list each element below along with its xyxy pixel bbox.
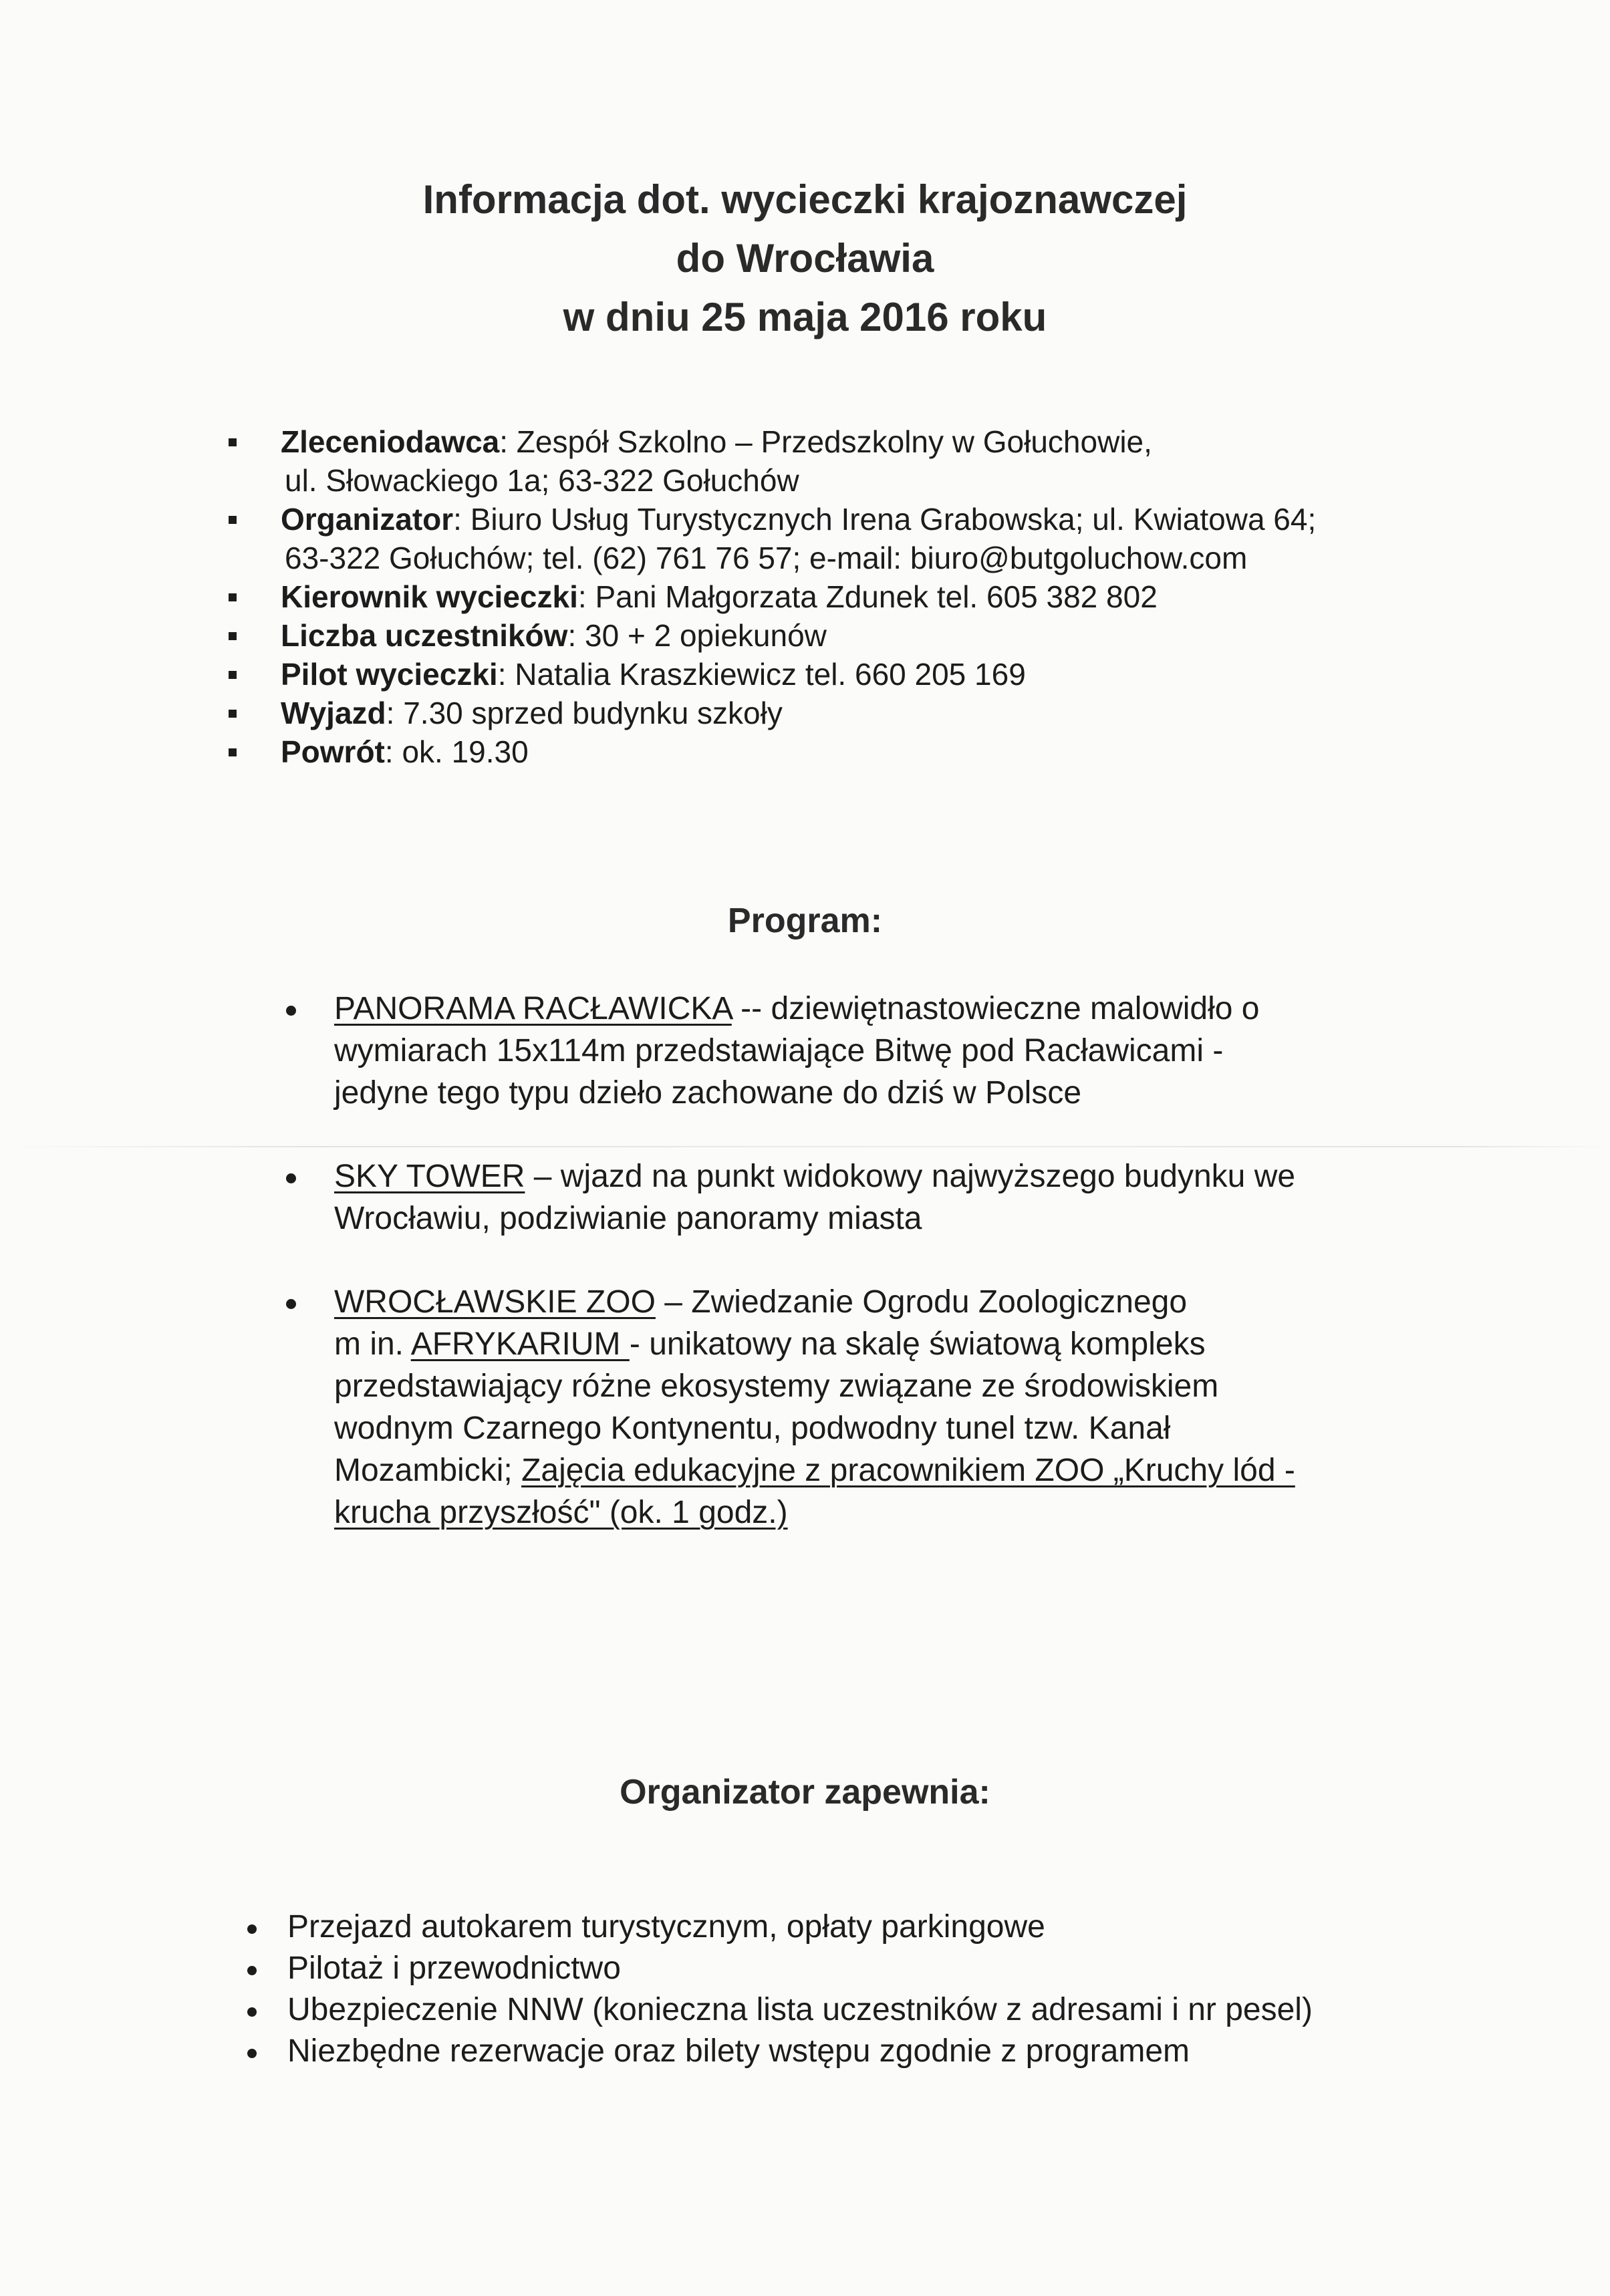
program-item-name: SKY TOWER bbox=[334, 1159, 525, 1194]
provides-item bbox=[241, 2031, 1510, 2072]
info-value: 30 + 2 opiekunów bbox=[585, 618, 827, 653]
program-line bbox=[334, 1323, 1457, 1365]
info-label: Wyjazd bbox=[281, 696, 386, 730]
program-line: jedyne tego typu dzieło zachowane do dziś w Polsce bbox=[334, 1075, 1082, 1111]
program-line: wymiarach 15x114m przedstawiające Bitwę pod Racławicami - bbox=[334, 1033, 1224, 1068]
title-line-2: do Wrocławia bbox=[676, 236, 934, 281]
info-value-line-2: ul. Słowackiego 1a; 63-322 Gołuchów bbox=[285, 463, 799, 498]
program-item-name: PANORAMA RACŁAWICKA bbox=[334, 991, 732, 1026]
program-line: przedstawiający różne ekosystemy związane ze środowiskiem bbox=[334, 1369, 1219, 1404]
info-item-guide bbox=[221, 655, 1490, 694]
provides-item-text: Ubezpieczenie NNW (konieczna lista uczestników z adresami i nr pesel) bbox=[287, 1992, 1313, 2027]
program-text: Mozambicki; bbox=[334, 1453, 522, 1488]
info-item-departure bbox=[221, 694, 1490, 732]
program-line: Wrocławiu, podziwianie panoramy miasta bbox=[334, 1201, 922, 1236]
info-label: Kierownik wycieczki bbox=[281, 579, 578, 614]
trip-info-list bbox=[221, 422, 1490, 771]
square-bullet-icon bbox=[229, 671, 237, 679]
info-value: Zespół Szkolno – Przedszkolny w Gołuchowie, bbox=[516, 424, 1152, 459]
info-separator: : bbox=[497, 657, 515, 692]
program-line bbox=[334, 1281, 1457, 1323]
square-bullet-icon bbox=[229, 710, 237, 718]
info-item-participants bbox=[221, 616, 1490, 655]
program-item-panorama bbox=[281, 988, 1457, 1114]
round-bullet-icon bbox=[247, 2049, 257, 2058]
provides-heading: Organizator zapewnia: bbox=[620, 1773, 990, 1812]
program-item-desc: – Zwiedzanie Ogrodu Zoologicznego bbox=[655, 1284, 1188, 1320]
program-line bbox=[334, 1449, 1457, 1491]
info-item-organizer bbox=[221, 500, 1490, 577]
info-separator: : bbox=[453, 502, 471, 537]
info-value: ok. 19.30 bbox=[402, 734, 529, 769]
info-separator: : bbox=[499, 424, 517, 459]
info-separator: : bbox=[384, 734, 402, 769]
info-separator: : bbox=[567, 618, 585, 653]
info-label: Pilot wycieczki bbox=[281, 657, 498, 692]
square-bullet-icon bbox=[229, 593, 237, 601]
square-bullet-icon bbox=[229, 438, 237, 446]
info-label: Zleceniodawca bbox=[281, 424, 500, 459]
provides-item-text: Pilotaż i przewodnictwo bbox=[287, 1951, 621, 1986]
title-line-3: w dniu 25 maja 2016 roku bbox=[563, 295, 1047, 339]
provides-item bbox=[241, 1989, 1510, 2031]
info-item-return bbox=[221, 732, 1490, 771]
round-bullet-icon bbox=[286, 1173, 296, 1183]
title-line-1: Informacja dot. wycieczki krajoznawczej bbox=[422, 177, 1188, 222]
document-title bbox=[0, 170, 1610, 347]
info-label: Powrót bbox=[281, 734, 385, 769]
program-item-desc: – wjazd na punkt widokowy najwyższego budynku we bbox=[525, 1159, 1296, 1194]
afrykarium-name: AFRYKARIUM bbox=[410, 1326, 630, 1362]
info-separator: : bbox=[577, 579, 595, 614]
info-item-client bbox=[221, 422, 1490, 500]
program-text: m in. bbox=[334, 1326, 411, 1362]
info-value: Natalia Kraszkiewicz tel. 660 205 169 bbox=[515, 657, 1026, 692]
round-bullet-icon bbox=[286, 1299, 296, 1309]
program-line bbox=[334, 988, 1457, 1030]
round-bullet-icon bbox=[247, 1966, 257, 1975]
program-item-zoo bbox=[281, 1281, 1457, 1534]
program-line: wodnym Czarnego Kontynentu, podwodny tunel tzw. Kanał bbox=[334, 1411, 1171, 1446]
provides-item bbox=[241, 1906, 1510, 1948]
info-label: Organizator bbox=[281, 502, 454, 537]
info-item-leader bbox=[221, 577, 1490, 616]
workshop-text: krucha przyszłość" (ok. 1 godz.) bbox=[334, 1495, 788, 1530]
square-bullet-icon bbox=[229, 748, 237, 756]
info-value: 7.30 sprzed budynku szkoły bbox=[403, 696, 783, 730]
round-bullet-icon bbox=[286, 1006, 296, 1016]
program-item-sky-tower bbox=[281, 1155, 1457, 1240]
program-item-desc: -- dziewiętnastowieczne malowidło o bbox=[731, 991, 1260, 1026]
info-value-line-2: 63-322 Gołuchów; tel. (62) 761 76 57; e-mail: biuro@butgoluchow.com bbox=[285, 541, 1248, 575]
provides-list bbox=[241, 1906, 1510, 2072]
square-bullet-icon bbox=[229, 632, 237, 640]
program-line bbox=[334, 1155, 1457, 1197]
program-heading: Program: bbox=[727, 901, 883, 940]
provides-item-text: Niezbędne rezerwacje oraz bilety wstępu zgodnie z programem bbox=[287, 2033, 1190, 2069]
provides-item-text: Przejazd autokarem turystycznym, opłaty parkingowe bbox=[287, 1909, 1045, 1945]
provides-item bbox=[241, 1948, 1510, 1989]
program-list bbox=[281, 988, 1457, 1575]
workshop-text: Zajęcia edukacyjne z pracownikiem ZOO „Kruchy lód - bbox=[521, 1453, 1295, 1488]
info-label: Liczba uczestników bbox=[281, 618, 568, 653]
info-value: Pani Małgorzata Zdunek tel. 605 382 802 bbox=[595, 579, 1158, 614]
square-bullet-icon bbox=[229, 516, 237, 524]
info-value: Biuro Usług Turystycznych Irena Grabowska; ul. Kwiatowa 64; bbox=[470, 502, 1317, 537]
program-line bbox=[334, 1491, 1457, 1534]
program-item-name: WROCŁAWSKIE ZOO bbox=[334, 1284, 656, 1320]
round-bullet-icon bbox=[247, 2007, 257, 2017]
round-bullet-icon bbox=[247, 1924, 257, 1934]
info-separator: : bbox=[386, 696, 404, 730]
program-text: - unikatowy na skalę światową kompleks bbox=[629, 1326, 1206, 1362]
